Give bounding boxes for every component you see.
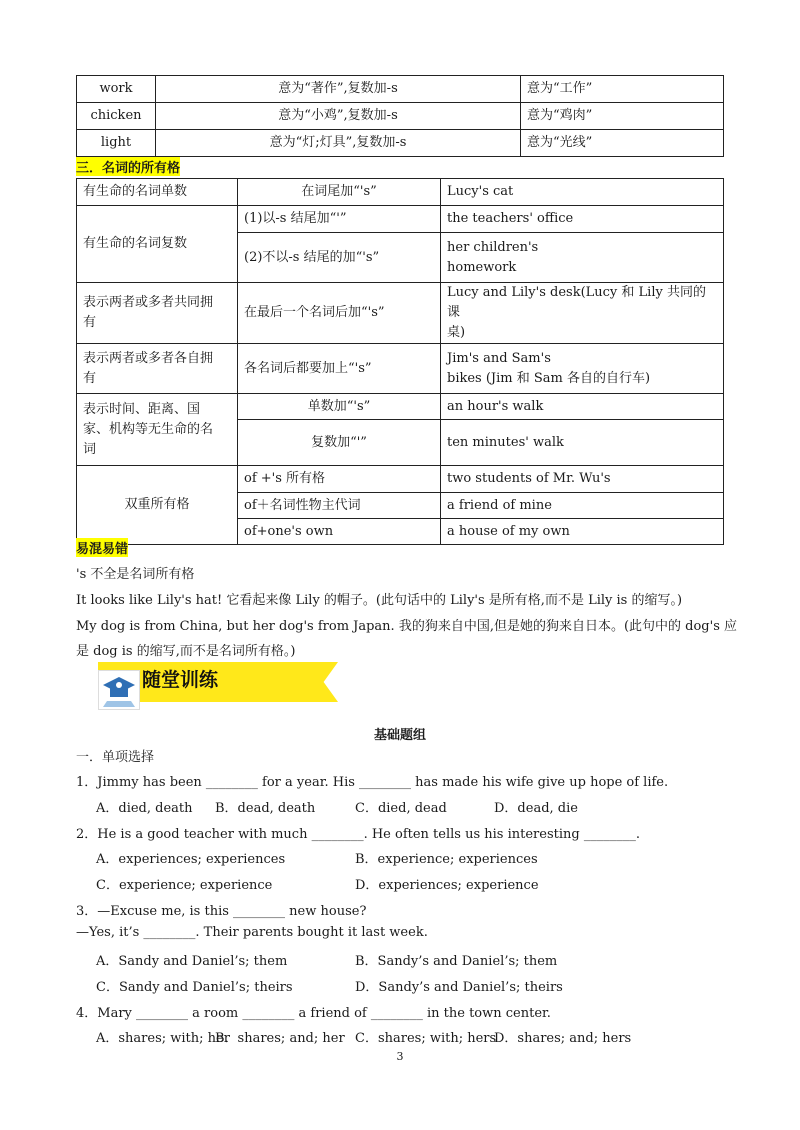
cell-line: her children's (447, 239, 539, 255)
option-a[interactable]: A．experiences; experiences (96, 852, 286, 867)
table-cell: 各名词后都要加上“'s” (238, 344, 441, 394)
question-stem: 4．Mary ________ a room ________ a friend of ________ in the town center. (76, 1006, 551, 1021)
table-cell: 意为“小鸡”,复数加-s (156, 103, 521, 130)
table-cell: 单数加“'s” (238, 394, 441, 420)
option-c[interactable]: C．Sandy and Daniel’s; theirs (96, 980, 293, 995)
table-cell: light (77, 130, 156, 157)
option-c[interactable]: C．experience; experience (96, 878, 273, 893)
cell-line: homework (447, 259, 517, 275)
table-cell: Lucy's cat (441, 179, 724, 206)
option-c[interactable]: C．shares; with; hers (355, 1031, 497, 1046)
table-cell: 复数加“'” (238, 420, 441, 466)
table-cell (77, 344, 238, 394)
cell-line: Lucy and Lily's desk(Lucy 和 Lily 共同的课 (447, 285, 706, 320)
table-cell (77, 394, 238, 466)
table-cell: 有生命的名词复数 (77, 206, 238, 283)
table-cell: 双重所有格 (77, 466, 238, 545)
table-cell: 在最后一个名词后加“'s” (238, 283, 441, 344)
table-cell (77, 283, 238, 344)
note-line: It looks like Lily's hat! 它看起来像 Lily 的帽子。(此句话中的 Lily's 是所有格,而不是 Lily is 的缩写。) (76, 593, 683, 608)
table-cell: (1)以-s 结尾加“'” (238, 206, 441, 233)
table-cell: 意为“工作” (521, 76, 724, 103)
note-line: 's 不全是名词所有格 (76, 567, 195, 582)
cell-line: 词 (83, 441, 97, 457)
page-number: 3 (396, 1050, 404, 1063)
table-cell: a friend of mine (441, 493, 724, 519)
table-cell: 意为“鸡肉” (521, 103, 724, 130)
table-cell: of＋名词性物主代词 (238, 493, 441, 519)
option-b[interactable]: B．Sandy’s and Daniel’s; them (355, 954, 558, 969)
section-title: 三．名词的所有格 (76, 157, 180, 176)
option-a[interactable]: A．shares; with; her (96, 1031, 230, 1046)
option-a[interactable]: A．Sandy and Daniel’s; them (96, 954, 288, 969)
confuse-title: 易混易错 (76, 538, 128, 557)
table-cell: ten minutes' walk (441, 420, 724, 466)
table-cell: chicken (77, 103, 156, 130)
option-d[interactable]: D．experiences; experience (355, 878, 539, 893)
option-b[interactable]: B．dead, death (215, 801, 316, 816)
question-stem: 2．He is a good teacher with much ________. He often tells us his interesting ________. (76, 827, 640, 842)
option-c[interactable]: C．died, dead (355, 801, 447, 816)
question-stem: 1．Jimmy has been ________ for a year. His ________ has made his wife give up hope of life. (76, 775, 669, 790)
cell-line: 有 (83, 315, 97, 330)
table-cell: the teachers' office (441, 206, 724, 233)
table-cell: of +'s 所有格 (238, 466, 441, 493)
cell-line: bikes (Jim 和 Sam 各自的自行车) (447, 370, 651, 386)
group-title: 基础题组 (373, 728, 426, 743)
cell-line: 桌) (447, 325, 466, 340)
cell-line: 家、机构等无生命的名 (83, 421, 214, 437)
option-d[interactable]: D．Sandy’s and Daniel’s; theirs (355, 980, 563, 995)
table-cell: a house of my own (441, 519, 724, 545)
option-d[interactable]: D．dead, die (494, 801, 578, 816)
table-cell: 有生命的名词单数 (77, 179, 238, 206)
cell-line: 表示时间、距离、国 (83, 401, 201, 417)
table-cell: 意为“著作”,复数加-s (156, 76, 521, 103)
option-b[interactable]: B．shares; and; her (215, 1031, 345, 1046)
cell-line: 表示两者或多者各自拥 (83, 350, 214, 366)
option-d[interactable]: D．shares; and; hers (494, 1031, 632, 1046)
table-cell: 意为“灯;灯具”,复数加-s (156, 130, 521, 157)
table-cell: 在词尾加“'s” (238, 179, 441, 206)
table-cell (441, 283, 724, 344)
table-cell: (2)不以-s 结尾的加“'s” (238, 233, 441, 283)
table-cell: an hour's walk (441, 394, 724, 420)
table-cell: of+one's own (238, 519, 441, 545)
option-b[interactable]: B．experience; experiences (355, 852, 538, 867)
note-line: My dog is from China, but her dog's from Japan. 我的狗来自中国,但是她的狗来自日本。(此句中的 dog's 应 (76, 619, 738, 634)
banner-title: 随堂训练 (142, 669, 219, 691)
cell-line: Jim's and Sam's (447, 350, 551, 366)
question-stem: 3．—Excuse me, is this ________ new house? (76, 904, 367, 919)
table-cell: work (77, 76, 156, 103)
table-cell: two students of Mr. Wu's (441, 466, 724, 493)
note-line: 是 dog is 的缩写,而不是名词所有格。) (76, 644, 296, 659)
table-cell: 意为“光线” (521, 130, 724, 157)
table-cell (441, 233, 724, 283)
question-stem-2: —Yes, it’s ________. Their parents bought it last week. (76, 925, 428, 940)
table-cell (441, 344, 724, 394)
cell-line: 有 (83, 370, 97, 386)
possessive-table (76, 178, 724, 545)
part-title: 一．单项选择 (76, 750, 155, 765)
graduation-cap-icon (98, 670, 140, 710)
cell-line: 表示两者或多者共同拥 (83, 295, 214, 310)
vocab-table (76, 75, 724, 157)
option-a[interactable]: A．died, death (96, 801, 193, 816)
